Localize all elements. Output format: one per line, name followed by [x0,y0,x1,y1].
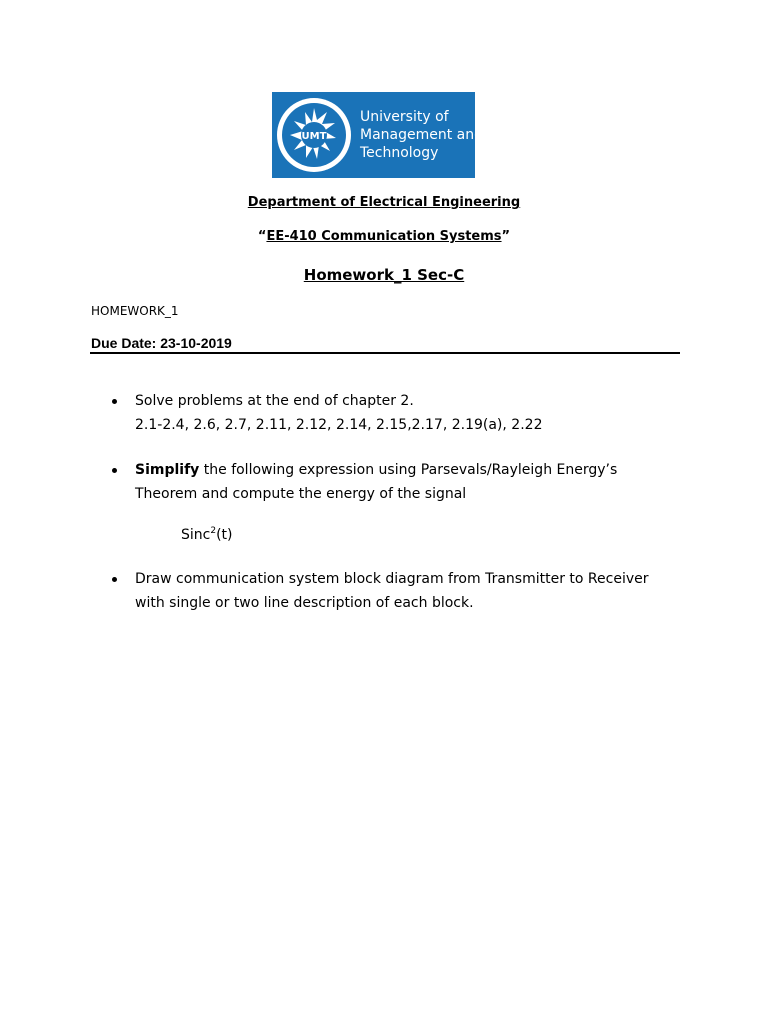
solve-line-2: 2.1-2.4, 2.6, 2.7, 2.11, 2.12, 2.14, 2.15,2.17, 2.19(a), 2.22 [135,417,543,433]
homework-label: HOMEWORK_1 [91,304,179,318]
homework-title [0,266,768,284]
simplify-bold-word: Simplify [135,462,200,478]
horizontal-divider [90,352,680,354]
list-item-block-diagram [112,567,692,615]
solve-line-1: Solve problems at the end of chapter 2. [135,393,414,409]
department-heading [0,195,768,210]
course-open-quote: “ [257,229,267,244]
course-heading [0,229,768,244]
course-name: EE-410 Communication Systems [266,229,502,244]
list-item-simplify [112,458,692,547]
due-date: Due Date: 23-10-2019 [91,335,232,351]
university-logo [272,92,484,178]
formula-exponent: 2 [210,526,217,536]
signal-formula [135,519,692,547]
draw-line-2: with single or two line description of each block. [135,595,474,611]
university-name-line-1: University of [360,109,449,125]
course-close-quote: ” [501,229,511,244]
draw-line-1: Draw communication system block diagram from Transmitter to Receiver [135,571,649,587]
simplify-rest: the following expression using Parsevals/Rayleigh Energy’s [199,462,618,478]
university-name [360,108,484,162]
homework-title-text: Homework_1 Sec-C [303,266,465,284]
bullet-icon [112,399,117,404]
simplify-line-1 [135,458,692,482]
umt-seal-icon [275,96,353,174]
seal-text: UMT [301,131,327,142]
university-name-line-3: Technology [360,145,439,161]
bullet-icon [112,468,117,473]
formula-base: Sinc [181,527,211,543]
formula-argument: (t) [216,527,233,543]
simplify-line-2: Theorem and compute the energy of the signal [135,486,467,502]
bullet-icon [112,577,117,582]
university-name-line-2: Management and [360,127,484,143]
list-item-solve-problems [112,389,692,437]
task-list [112,389,692,615]
department-name: Department of Electrical Engineering [247,195,521,210]
